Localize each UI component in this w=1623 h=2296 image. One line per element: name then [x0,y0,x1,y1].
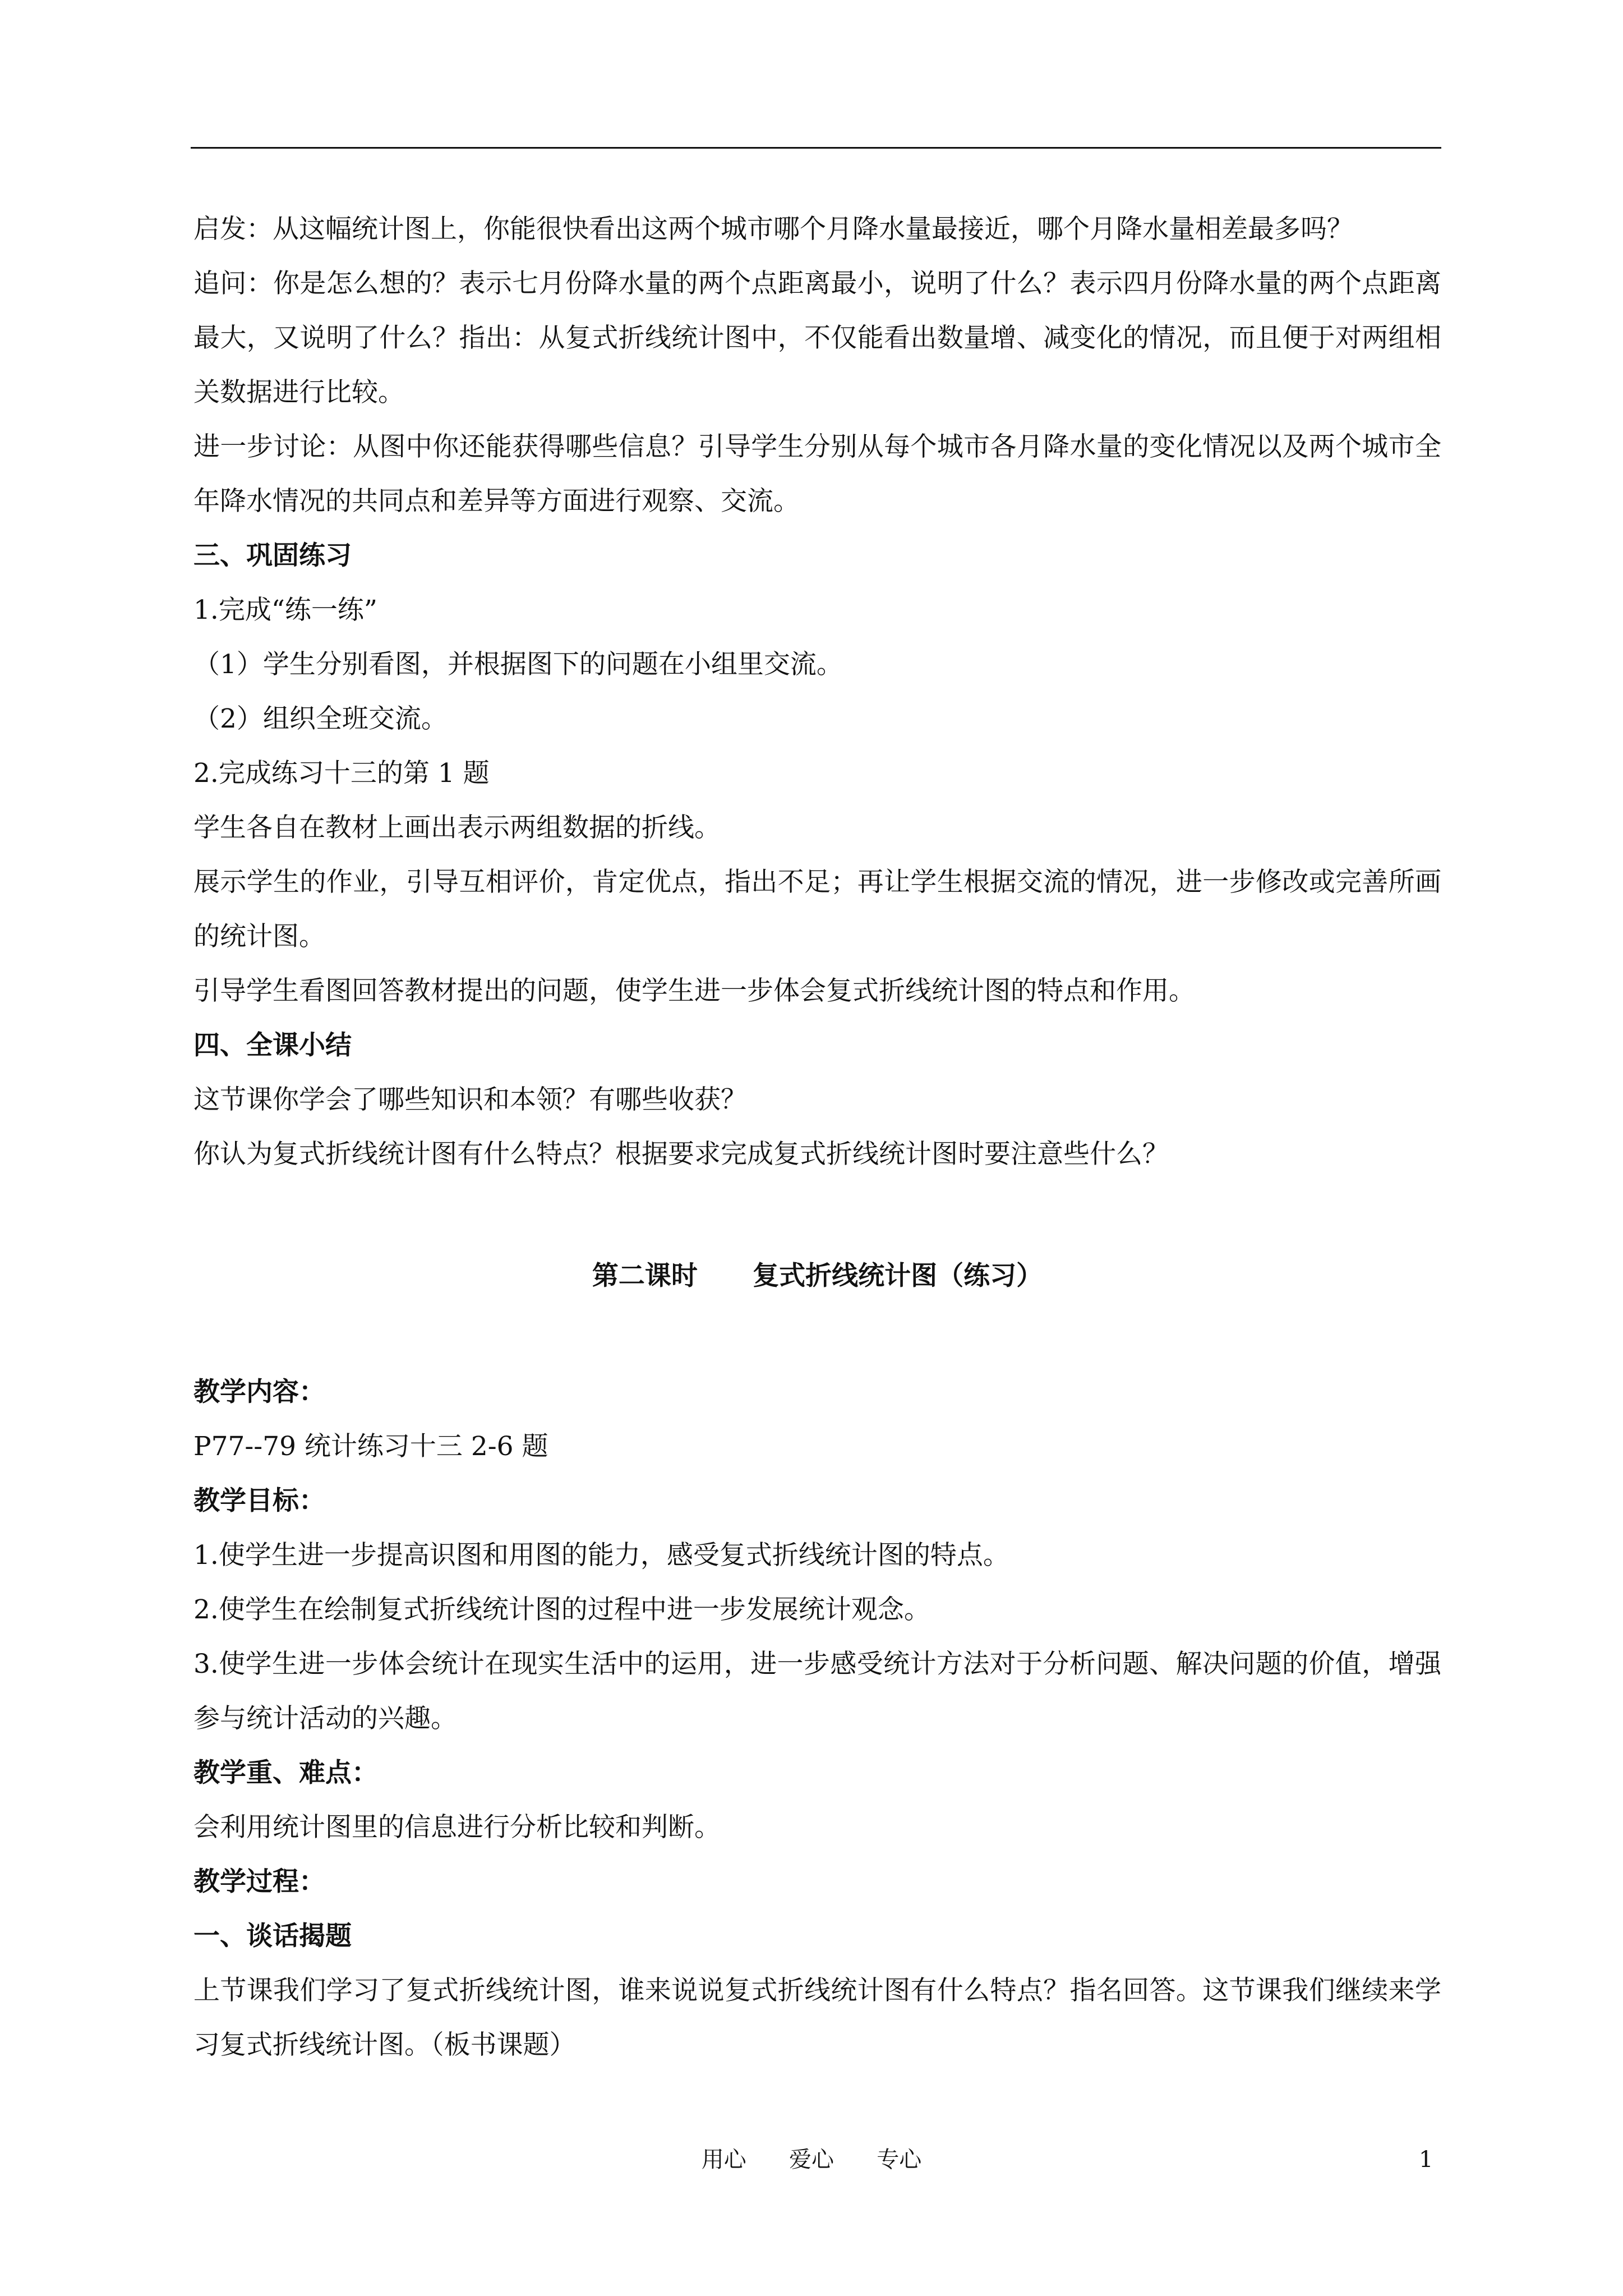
header-rule [191,147,1441,149]
paragraph-draw-lines: 学生各自在教材上画出表示两组数据的折线。 [193,812,721,843]
paragraph-answer-questions: 引导学生看图回答教材提出的问题，使学生进一步体会复式折线统计图的特点和作用。 [193,976,1195,1006]
paragraph-hint: 启发：从这幅统计图上，你能很快看出这两个城市哪个月降水量最接近，哪个月降水量相差最多吗？ [193,214,1353,245]
page-number: 1 [1419,2147,1433,2173]
paragraph-exercise-2: 2.完成练习十三的第 1 题 [193,758,490,789]
section-heading-intro: 一、谈话揭题 [193,1921,352,1952]
paragraph-exercise-1: 1.完成“练一练” [193,595,377,625]
section-heading-practice: 三、巩固练习 [193,540,352,571]
heading-teaching-process: 教学过程： [193,1866,325,1897]
section-heading-summary: 四、全课小结 [193,1030,352,1061]
paragraph-goal-3: 3.使学生进一步体会统计在现实生活中的运用，进一步感受统计方法对于分析问题、解决问题的价值，增强参与统计活动的兴趣。 [193,1649,1441,1734]
heading-teaching-content: 教学内容： [193,1377,325,1407]
footer-motto: 用心 爱心 专心 [701,2147,922,2173]
heading-teaching-goals: 教学目标： [193,1485,325,1516]
paragraph-key-points: 会利用统计图里的信息进行分析比较和判断。 [193,1812,721,1843]
paragraph-discussion: 进一步讨论：从图中你还能获得哪些信息？引导学生分别从每个城市各月降水量的变化情况以及两个城市全年降水情况的共同点和差异等方面进行观察、交流。 [193,431,1441,517]
paragraph-summary-question-2: 你认为复式折线统计图有什么特点？根据要求完成复式折线统计图时要注意些什么？ [193,1139,1169,1170]
heading-key-points: 教学重、难点： [193,1757,378,1788]
document-body [193,202,1441,2072]
paragraph-exercise-1-step-1: （1）学生分别看图，并根据图下的问题在小组里交流。 [193,649,843,680]
paragraph-exercise-1-step-2: （2）组织全班交流。 [193,703,448,734]
paragraph-intro: 上节课我们学习了复式折线统计图，谁来说说复式折线统计图有什么特点？指名回答。这节课我们继续来学习复式折线统计图。（板书课题） [193,1975,1441,2060]
paragraph-goal-1: 1.使学生进一步提高识图和用图的能力，感受复式折线统计图的特点。 [193,1540,1009,1571]
lesson-title: 第二课时 复式折线统计图（练习） [592,1260,1043,1291]
paragraph-teaching-content: P77--79 统计练习十三 2-6 题 [193,1431,548,1462]
paragraph-show-work: 展示学生的作业，引导互相评价，肯定优点，指出不足；再让学生根据交流的情况，进一步修改或完善所画的统计图。 [193,867,1441,952]
paragraph-goal-2: 2.使学生在绘制复式折线统计图的过程中进一步发展统计观念。 [193,1594,930,1625]
paragraph-summary-question-1: 这节课你学会了哪些知识和本领？有哪些收获？ [193,1084,747,1115]
paragraph-follow-up: 追问：你是怎么想的？表示七月份降水量的两个点距离最小，说明了什么？表示四月份降水量的两个点距离最大，又说明了什么？指出：从复式折线统计图中，不仅能看出数量增、减变化的情况，而且便于对两组相关数据进行比较。 [193,268,1441,408]
